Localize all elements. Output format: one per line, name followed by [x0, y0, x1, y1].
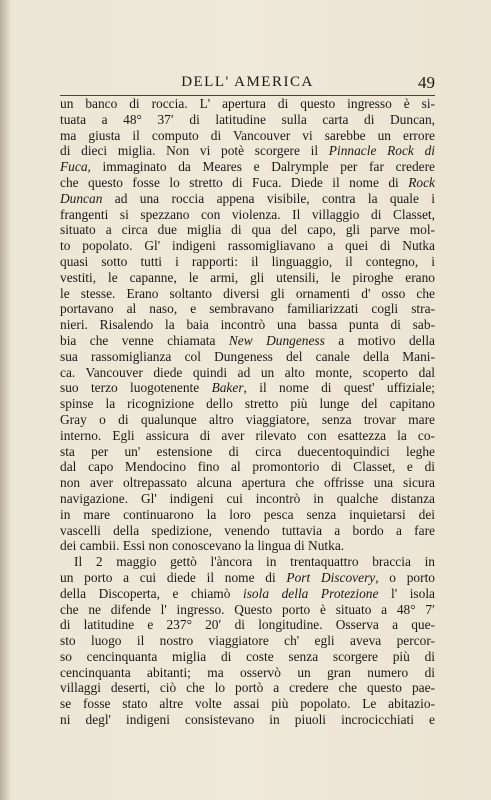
text-line: sto luogo il nostro viaggiatore ch' egli aveva percor-: [60, 633, 435, 649]
italic-term: Baker: [211, 380, 244, 396]
page-header: [60, 74, 435, 94]
italic-term: isola della Protezione: [242, 585, 379, 601]
text-line: to popolato. Gl' indigeni rassomigliavano a quei di Nutka: [60, 238, 435, 254]
italic-term: Fuca: [60, 159, 88, 175]
italic-term: New Dungeness: [228, 332, 325, 348]
text-line: villaggi deserti, ciò che lo portò a credere che questo pae-: [60, 680, 435, 696]
text-line: sua rassomiglianza col Dungeness del canale della Mani-: [60, 348, 435, 364]
text-line: navigazione. Gl' indigeni cui incontrò in qualche distanza: [60, 490, 435, 506]
text-line: che questo fosse lo stretto di Fuca. Diede il nome di Rock: [60, 174, 435, 190]
text-line: frangenti si spezzano con violenza. Il villaggio di Classet,: [60, 206, 435, 222]
text-line: portavano al naso, e sembravano familiarizzati cogli stra-: [60, 301, 435, 317]
text-line: cencinquanta abitanti; ma osservò un gran numero di: [60, 664, 435, 680]
text-line: che ne difende l' ingresso. Questo porto è situato a 48° 7′: [60, 601, 435, 617]
text-line: spinse la ricognizione dello stretto più lunge del capitano: [60, 396, 435, 412]
text-line: vascelli della spedizione, venendo tuttavia a bordo a fare: [60, 522, 435, 538]
text-line: di dieci miglia. Non vi potè scorgere il Pinnacle Rock di: [60, 143, 435, 159]
text-line: in mare continuarono la loro pesca senza inquietarsi dei: [60, 506, 435, 522]
text-line: bia che venne chiamata New Dungeness a motivo della: [60, 332, 435, 348]
running-title: DELL' AMERICA: [181, 74, 314, 90]
text-line: Il 2 maggio gettò l'àncora in trentaquattro braccia in: [74, 554, 435, 570]
gutter-shadow: [0, 0, 10, 800]
text-line: tuata a 48° 37′ di latitudine sulla carta di Duncan,: [60, 111, 435, 127]
text-line: della Discoperta, e chiamò isola della Protezione l' isola: [60, 585, 436, 601]
text-line: quasi sotto tutti i rapporti: il linguaggio, il contegno, i: [60, 253, 435, 269]
text-line: interno. Egli assicura di aver rilevato con esattezza la co-: [60, 427, 435, 443]
text-line: nieri. Risalendo la baia incontrò una bassa punta di sab-: [60, 317, 435, 333]
text-line: ma giusta il computo di Vancouver vi sarebbe un errore: [60, 127, 435, 143]
text-line: un porto a cui diede il nome di Port Discovery, o porto: [60, 569, 436, 585]
text-line: dal capo Mendocino fino al promontorio di Classet, e di: [60, 459, 435, 475]
text-line: dei cambii. Essi non conoscevano la lingua di Nutka.: [60, 538, 345, 554]
italic-term: Pinnacle Rock di: [328, 143, 435, 159]
italic-term: Duncan: [60, 190, 103, 206]
text-line: vestiti, le capanne, le armi, gli utensili, le piroghe erano: [60, 269, 435, 285]
text-line: so cencinquanta miglia di coste senza scorgere più di: [60, 648, 435, 664]
body-text: [60, 96, 435, 728]
text-line: non aver oltrepassato alcuna apertura che offrisse una sicura: [60, 475, 435, 491]
text-line: situato a circa due miglia di qua del capo, gli parve mol-: [60, 222, 435, 238]
italic-term: Port Discovery: [286, 569, 376, 585]
text-line: di latitudine e 237° 20′ di longitudine. Osserva a que-: [60, 617, 435, 633]
text-line: sta per un' estensione di circa duecentoquindici leghe: [60, 443, 435, 459]
text-line: le stesse. Erano soltanto diversi gli ornamenti d' osso che: [60, 285, 435, 301]
text-line: ni degl' indigeni consistevano in piuoli incrocicchiati e: [60, 712, 435, 728]
text-line: Gray o di qualunque altro viaggiatore, senza trovar mare: [60, 411, 435, 427]
text-line: se fosse stato altre volte assai più popolato. Le abitazio-: [60, 696, 435, 712]
text-line: ca. Vancouver diede quindi ad un alto monte, scoperto dal: [60, 364, 435, 380]
page-number: 49: [418, 73, 435, 92]
text-line: Duncan ad una roccia appena visibile, contra la quale i: [60, 190, 435, 206]
text-line: suo terzo luogotenente Baker, il nome di quest' uffiziale;: [60, 380, 435, 396]
text-line: Fuca, immaginato da Meares e Dalrymple per far credere: [60, 159, 435, 175]
text-line: un banco di roccia. L' apertura di questo ingresso è si-: [60, 96, 435, 111]
italic-term: Rock: [408, 174, 435, 190]
